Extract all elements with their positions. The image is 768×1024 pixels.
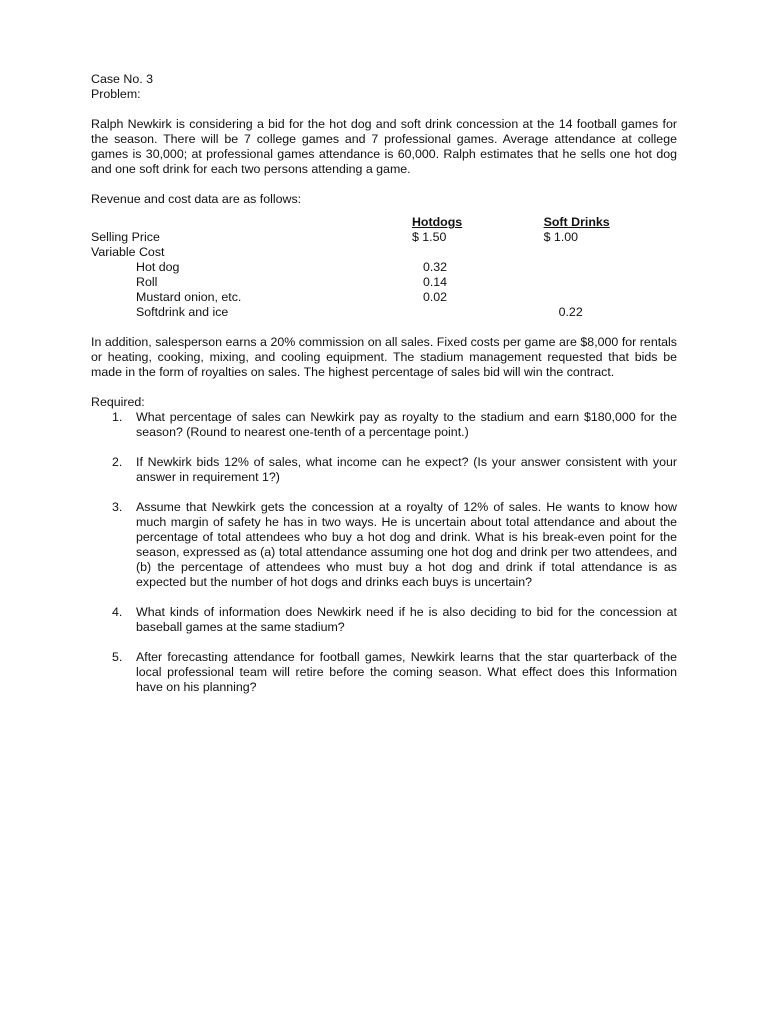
item-number: 1. xyxy=(112,410,123,424)
item-number: 5. xyxy=(112,650,123,664)
header-soft-drinks: Soft Drinks xyxy=(543,215,610,229)
cost-item-label: Softdrink and ice xyxy=(136,305,229,319)
case-number: Case No. 3 xyxy=(91,72,153,86)
header-hotdogs: Hotdogs xyxy=(411,215,463,229)
addition-paragraph: In addition, salesperson earns a 20% commission on all sales. Fixed costs per game are $8,000 for rentals or heating, cooking, mixing, and cooling equipment. The stadium management requested that bids be made in the form of royalties on sales. The highest percentage of sales bid will win the contract. xyxy=(91,335,677,379)
table-row xyxy=(91,290,677,305)
cost-item-soft-drinks: 0.22 xyxy=(558,305,583,319)
variable-cost-row xyxy=(91,245,677,260)
revenue-intro: Revenue and cost data are as follows: xyxy=(91,192,302,206)
selling-price-label: Selling Price xyxy=(91,230,160,244)
cost-item-label: Mustard onion, etc. xyxy=(136,290,242,304)
item-text: What kinds of information does Newkirk need if he is also deciding to bid for the concession at baseball games at the same stadium? xyxy=(136,605,677,634)
item-text: Assume that Newkirk gets the concession at a royalty of 12% of sales. He wants to know how much margin of safety he has in two ways. He is uncertain about total attendance and about the percentage of total attendees who buy a hot dog and drink. What is his break-even point for the season, expressed as (a) total attendance assuming one hot dog and drink per two attendees, and (b) the percentage of attendees who must buy a hot dog and drink if total attendance is as expected but the number of hot dogs and drinks each buys is uncertain? xyxy=(136,500,677,589)
item-text: What percentage of sales can Newkirk pay as royalty to the stadium and earn $180,000 for the season? (Round to nearest one-tenth of a percentage point.) xyxy=(136,410,677,439)
required-list xyxy=(91,410,677,695)
list-item xyxy=(91,500,677,590)
selling-price-row xyxy=(91,230,677,245)
cost-item-soft-drinks xyxy=(544,290,677,305)
item-number: 3. xyxy=(112,500,123,514)
item-number: 2. xyxy=(112,455,123,469)
cost-item-label: Roll xyxy=(136,275,158,289)
selling-price-hotdogs: $ 1.50 xyxy=(411,230,447,244)
cost-item-hotdogs: 0.14 xyxy=(422,275,448,289)
cost-item-hotdogs: 0.02 xyxy=(422,290,448,304)
list-item xyxy=(91,650,677,695)
cost-item-hotdogs xyxy=(412,305,544,320)
cost-item-label: Hot dog xyxy=(136,260,180,274)
item-number: 4. xyxy=(112,605,123,619)
list-item xyxy=(91,605,677,635)
intro-paragraph: Ralph Newkirk is considering a bid for the hot dog and soft drink concession at the 14 football games for the season. There will be 7 college games and 7 professional games. Average attendance at college games is 30,000; at professional games attendance is 60,000. Ralph estimates that he sells one hot dog and one soft drink for each two persons attending a game. xyxy=(91,117,677,176)
document-content xyxy=(91,72,677,710)
cost-table xyxy=(91,215,677,320)
item-text: After forecasting attendance for football games, Newkirk learns that the star quarterback of the local professional team will retire before the coming season. What effect does this Information have on his planning? xyxy=(136,650,677,694)
variable-cost-label: Variable Cost xyxy=(91,245,165,259)
selling-price-soft-drinks: $ 1.00 xyxy=(543,230,579,244)
list-item xyxy=(91,455,677,485)
cost-item-soft-drinks xyxy=(544,275,677,290)
table-row xyxy=(91,275,677,290)
table-row xyxy=(91,260,677,275)
cost-table-header-row xyxy=(91,215,677,230)
item-text: If Newkirk bids 12% of sales, what income can he expect? (Is your answer consistent with your answer in requirement 1?) xyxy=(136,455,677,484)
list-item xyxy=(91,410,677,440)
table-row xyxy=(91,305,677,320)
cost-item-hotdogs: 0.32 xyxy=(422,260,448,274)
cost-item-soft-drinks xyxy=(544,260,677,275)
required-label: Required: xyxy=(91,395,145,409)
problem-label: Problem: xyxy=(91,87,141,101)
